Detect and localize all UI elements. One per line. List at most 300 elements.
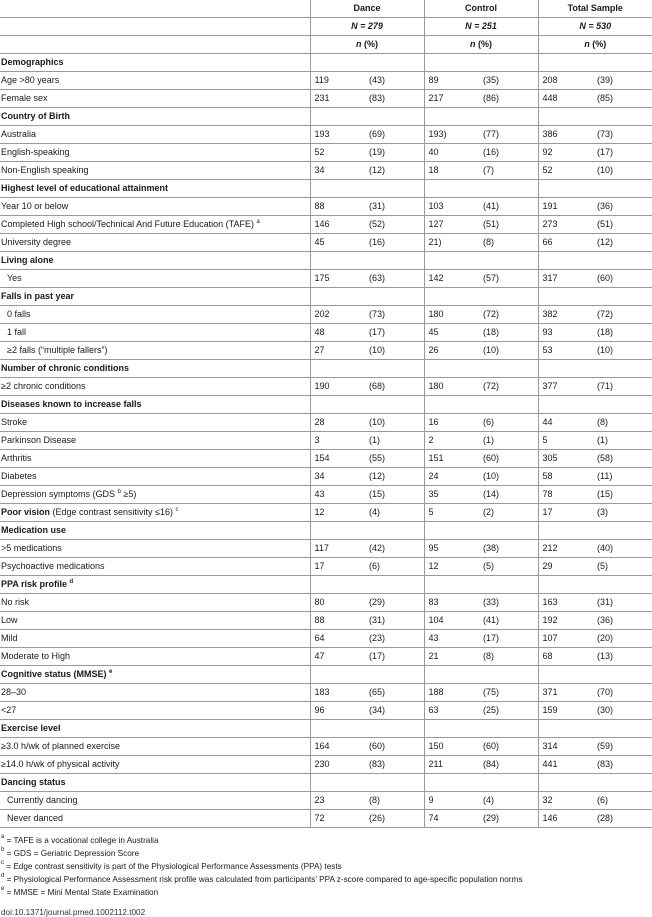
section-heading: [0, 180, 310, 198]
count-cell: 119: [310, 72, 367, 90]
footnote-mark: c: [175, 507, 179, 513]
section-heading: [0, 522, 310, 540]
table-row: [0, 414, 652, 432]
section-heading: [0, 252, 310, 270]
footnote: [1, 860, 652, 873]
percent-cell: (15): [595, 486, 652, 504]
header-n-control: N = 251: [424, 18, 538, 36]
row-label: [0, 504, 310, 522]
row-label: [0, 324, 310, 342]
empty-cell: [538, 774, 595, 792]
count-cell: 377: [538, 378, 595, 396]
count-cell: 32: [538, 792, 595, 810]
percent-cell: (43): [367, 72, 424, 90]
row-label-text: Yes: [7, 273, 22, 283]
empty-cell: [481, 108, 538, 126]
count-cell: 53: [538, 342, 595, 360]
count-cell: 150: [424, 738, 481, 756]
header-total: Total Sample: [538, 0, 652, 18]
percent-cell: (85): [595, 90, 652, 108]
percent-cell: (11): [595, 468, 652, 486]
row-label: [0, 432, 310, 450]
row-label-text: Year 10 or below: [1, 201, 69, 211]
count-cell: 29: [538, 558, 595, 576]
percent-cell: (63): [367, 270, 424, 288]
empty-cell: [595, 774, 652, 792]
percent-cell: (5): [481, 558, 538, 576]
table-row: [0, 738, 652, 756]
empty-cell: [538, 522, 595, 540]
row-label-text: 0 falls: [7, 309, 31, 319]
row-label: [0, 594, 310, 612]
count-cell: 78: [538, 486, 595, 504]
empty-cell: [310, 180, 367, 198]
percent-cell: (83): [367, 90, 424, 108]
footnote-mark: e: [1, 886, 5, 892]
count-cell: 12: [310, 504, 367, 522]
count-cell: 212: [538, 540, 595, 558]
empty-cell: [424, 288, 481, 306]
row-label: [0, 378, 310, 396]
percent-cell: (16): [481, 144, 538, 162]
count-cell: 43: [424, 630, 481, 648]
percent-cell: (10): [481, 468, 538, 486]
section-label: Living alone: [1, 255, 54, 265]
percent-cell: (1): [367, 432, 424, 450]
count-cell: 164: [310, 738, 367, 756]
percent-cell: (41): [481, 612, 538, 630]
percent-cell: (15): [367, 486, 424, 504]
table-row: [0, 432, 652, 450]
empty-cell: [424, 360, 481, 378]
percent-cell: (58): [595, 450, 652, 468]
empty-cell: [424, 576, 481, 594]
table-row: [0, 270, 652, 288]
empty-cell: [481, 396, 538, 414]
count-cell: 16: [424, 414, 481, 432]
row-label-text: University degree: [1, 237, 72, 247]
percent-cell: (51): [595, 216, 652, 234]
empty-cell: [481, 522, 538, 540]
table-row: [0, 540, 652, 558]
row-label: [0, 792, 310, 810]
count-cell: 104: [424, 612, 481, 630]
table-row: [0, 234, 652, 252]
empty-cell: [595, 522, 652, 540]
section-row: [0, 288, 652, 306]
empty-cell: [310, 774, 367, 792]
table-row: [0, 216, 652, 234]
empty-cell: [424, 180, 481, 198]
percent-cell: (41): [481, 198, 538, 216]
table-row: [0, 810, 652, 828]
section-row: [0, 180, 652, 198]
percent-cell: (12): [595, 234, 652, 252]
empty-cell: [367, 54, 424, 72]
count-cell: 34: [310, 162, 367, 180]
empty-cell: [538, 252, 595, 270]
empty-cell: [424, 108, 481, 126]
row-label-text: ≥2 chronic conditions: [1, 381, 86, 391]
header-unit-total: n (%): [538, 36, 652, 54]
count-cell: 188: [424, 684, 481, 702]
section-label: Number of chronic conditions: [1, 363, 130, 373]
empty-cell: [310, 108, 367, 126]
empty-cell: [595, 288, 652, 306]
section-row: [0, 396, 652, 414]
row-label-text: 1 fall: [7, 327, 27, 337]
row-label: [0, 198, 310, 216]
count-cell: 193: [310, 126, 367, 144]
header-blank: [0, 0, 310, 18]
row-label: [0, 234, 310, 252]
row-label: [0, 90, 310, 108]
empty-cell: [595, 180, 652, 198]
footnote-text: = Edge contrast sensitivity is part of the Physiological Performance Assessments (PPA) tests: [4, 862, 342, 871]
empty-cell: [367, 774, 424, 792]
count-cell: 231: [310, 90, 367, 108]
row-label-text: 28–30: [1, 687, 27, 697]
count-cell: 21: [424, 648, 481, 666]
footnote: [1, 834, 652, 847]
count-cell: 63: [424, 702, 481, 720]
count-cell: 314: [538, 738, 595, 756]
table-row: [0, 342, 652, 360]
percent-cell: (73): [595, 126, 652, 144]
count-cell: 371: [538, 684, 595, 702]
percent-cell: (40): [595, 540, 652, 558]
row-label-text: Australia: [1, 129, 37, 139]
count-cell: 43: [310, 486, 367, 504]
percent-cell: (17): [367, 648, 424, 666]
percent-cell: (33): [481, 594, 538, 612]
table-row: [0, 198, 652, 216]
empty-cell: [481, 666, 538, 684]
empty-cell: [481, 576, 538, 594]
percent-cell: (35): [481, 72, 538, 90]
empty-cell: [481, 288, 538, 306]
percent-cell: (72): [481, 306, 538, 324]
table-row: [0, 594, 652, 612]
table-row: [0, 684, 652, 702]
footnote: [1, 873, 652, 886]
row-label: [0, 126, 310, 144]
section-heading: [0, 108, 310, 126]
row-label: [0, 414, 310, 432]
percent-cell: (8): [595, 414, 652, 432]
percent-cell: (60): [595, 270, 652, 288]
count-cell: 317: [538, 270, 595, 288]
row-label: [0, 270, 310, 288]
percent-cell: (5): [595, 558, 652, 576]
count-cell: 151: [424, 450, 481, 468]
section-heading: [0, 666, 310, 684]
count-cell: 27: [310, 342, 367, 360]
empty-cell: [310, 576, 367, 594]
doi-text: doi:10.1371/journal.pmed.1002112.t002: [1, 908, 146, 917]
empty-cell: [538, 666, 595, 684]
footnote: [1, 847, 652, 860]
section-row: [0, 666, 652, 684]
percent-cell: (77): [481, 126, 538, 144]
section-label: Dancing status: [1, 777, 66, 787]
table-row: [0, 612, 652, 630]
section-row: [0, 54, 652, 72]
section-label: PPA risk profile: [1, 579, 68, 589]
count-cell: 146: [310, 216, 367, 234]
count-cell: 154: [310, 450, 367, 468]
row-label-text: Psychoactive medications: [1, 561, 105, 571]
empty-cell: [481, 180, 538, 198]
row-label: [0, 144, 310, 162]
row-label: [0, 558, 310, 576]
empty-cell: [424, 54, 481, 72]
empty-cell: [595, 720, 652, 738]
footnote-mark: b: [117, 489, 121, 495]
count-cell: 180: [424, 378, 481, 396]
percent-cell: (75): [481, 684, 538, 702]
percent-cell: (18): [595, 324, 652, 342]
footnote: [1, 886, 652, 899]
section-label: Country of Birth: [1, 111, 70, 121]
header-n-total: N = 530: [538, 18, 652, 36]
row-label: [0, 342, 310, 360]
percent-cell: (57): [481, 270, 538, 288]
count-cell: 89: [424, 72, 481, 90]
footnotes: [0, 828, 652, 899]
footnote-mark: a: [256, 219, 260, 225]
row-label: [0, 72, 310, 90]
count-cell: 103: [424, 198, 481, 216]
count-cell: 96: [310, 702, 367, 720]
empty-cell: [595, 396, 652, 414]
table-row: [0, 792, 652, 810]
empty-cell: [310, 666, 367, 684]
percent-cell: (10): [481, 342, 538, 360]
empty-cell: [595, 108, 652, 126]
row-label: [0, 648, 310, 666]
row-label: [0, 630, 310, 648]
table-row: [0, 162, 652, 180]
count-cell: 24: [424, 468, 481, 486]
count-cell: 183: [310, 684, 367, 702]
table-row: [0, 90, 652, 108]
percent-cell: (7): [481, 162, 538, 180]
header-blank: [0, 36, 310, 54]
percent-cell: (69): [367, 126, 424, 144]
percent-cell: (31): [367, 198, 424, 216]
count-cell: 208: [538, 72, 595, 90]
percent-cell: (3): [595, 504, 652, 522]
section-heading: [0, 576, 310, 594]
row-label-text: Never danced: [7, 813, 64, 823]
percent-cell: (10): [367, 342, 424, 360]
empty-cell: [367, 360, 424, 378]
row-label-text: Diabetes: [1, 471, 37, 481]
count-cell: 12: [424, 558, 481, 576]
empty-cell: [310, 720, 367, 738]
row-label-text: Non-English speaking: [1, 165, 89, 175]
count-cell: 40: [424, 144, 481, 162]
empty-cell: [481, 360, 538, 378]
count-cell: 64: [310, 630, 367, 648]
percent-cell: (31): [595, 594, 652, 612]
percent-cell: (17): [595, 144, 652, 162]
count-cell: 441: [538, 756, 595, 774]
percent-cell: (13): [595, 648, 652, 666]
empty-cell: [367, 720, 424, 738]
count-cell: 191: [538, 198, 595, 216]
count-cell: 92: [538, 144, 595, 162]
empty-cell: [367, 576, 424, 594]
row-label: [0, 738, 310, 756]
row-label-text: Moderate to High: [1, 651, 71, 661]
count-cell: 83: [424, 594, 481, 612]
empty-cell: [424, 720, 481, 738]
footnote-text: = GDS = Geriatric Depression Score: [4, 849, 140, 858]
percent-cell: (36): [595, 612, 652, 630]
percent-cell: (60): [481, 738, 538, 756]
empty-cell: [595, 360, 652, 378]
percent-cell: (14): [481, 486, 538, 504]
row-label-text: Stroke: [1, 417, 28, 427]
row-label: [0, 684, 310, 702]
footnote-mark: d: [69, 579, 74, 585]
count-cell: 3: [310, 432, 367, 450]
empty-cell: [538, 576, 595, 594]
header-n-row: [0, 18, 652, 36]
percent-cell: (4): [367, 504, 424, 522]
empty-cell: [538, 720, 595, 738]
empty-cell: [310, 54, 367, 72]
empty-cell: [481, 720, 538, 738]
count-cell: 47: [310, 648, 367, 666]
empty-cell: [595, 666, 652, 684]
section-label: Cognitive status (MMSE): [1, 669, 107, 679]
row-label-text: Depression symptoms (GDS: [1, 489, 116, 499]
percent-cell: (12): [367, 468, 424, 486]
percent-cell: (51): [481, 216, 538, 234]
percent-cell: (42): [367, 540, 424, 558]
table-row: [0, 756, 652, 774]
header-control: Control: [424, 0, 538, 18]
section-heading: [0, 288, 310, 306]
percent-cell: (2): [481, 504, 538, 522]
footnote-mark: c: [1, 860, 4, 866]
row-label-text: Low: [1, 615, 18, 625]
count-cell: 202: [310, 306, 367, 324]
count-cell: 68: [538, 648, 595, 666]
footnote-mark: b: [1, 847, 5, 853]
percent-cell: (6): [367, 558, 424, 576]
percent-cell: (71): [595, 378, 652, 396]
count-cell: 23: [310, 792, 367, 810]
table-row: [0, 324, 652, 342]
section-label: Highest level of educational attainment: [1, 183, 169, 193]
percent-cell: (68): [367, 378, 424, 396]
row-label-text: Poor vision: [1, 507, 51, 517]
row-label-text: Parkinson Disease: [1, 435, 77, 445]
empty-cell: [538, 180, 595, 198]
row-label-text: ≥2 falls (“multiple fallers”): [7, 345, 108, 355]
percent-cell: (31): [367, 612, 424, 630]
count-cell: 142: [424, 270, 481, 288]
table-row: [0, 468, 652, 486]
empty-cell: [367, 252, 424, 270]
row-label: [0, 162, 310, 180]
percent-cell: (8): [481, 234, 538, 252]
row-label-text: Mild: [1, 633, 18, 643]
count-cell: 107: [538, 630, 595, 648]
section-row: [0, 522, 652, 540]
count-cell: 273: [538, 216, 595, 234]
table-body: [0, 54, 652, 828]
percent-cell: (84): [481, 756, 538, 774]
percent-cell: (10): [367, 414, 424, 432]
percent-cell: (39): [595, 72, 652, 90]
footnote-text: = TAFE is a vocational college in Australia: [4, 836, 159, 845]
row-label: [0, 612, 310, 630]
section-row: [0, 252, 652, 270]
count-cell: 66: [538, 234, 595, 252]
header-unit-dance: n (%): [310, 36, 424, 54]
count-cell: 159: [538, 702, 595, 720]
section-row: [0, 774, 652, 792]
percent-cell: (83): [595, 756, 652, 774]
header-group-row: [0, 0, 652, 18]
section-label: Falls in past year: [1, 291, 75, 301]
count-cell: 382: [538, 306, 595, 324]
table-row: [0, 72, 652, 90]
empty-cell: [595, 54, 652, 72]
row-label-text: ≥14.0 h/wk of physical activity: [1, 759, 120, 769]
row-label-text: <27: [1, 705, 17, 715]
section-row: [0, 576, 652, 594]
empty-cell: [424, 396, 481, 414]
empty-cell: [538, 396, 595, 414]
row-label-text: >5 medications: [1, 543, 62, 553]
empty-cell: [481, 774, 538, 792]
count-cell: 93: [538, 324, 595, 342]
count-cell: 127: [424, 216, 481, 234]
row-label-text: English-speaking: [1, 147, 70, 157]
row-label: [0, 468, 310, 486]
count-cell: 117: [310, 540, 367, 558]
count-cell: 217: [424, 90, 481, 108]
section-heading: [0, 396, 310, 414]
count-cell: 44: [538, 414, 595, 432]
percent-cell: (20): [595, 630, 652, 648]
header-unit-control: n (%): [424, 36, 538, 54]
percent-cell: (18): [481, 324, 538, 342]
percent-cell: (6): [481, 414, 538, 432]
percent-cell: (83): [367, 756, 424, 774]
footnote-mark: d: [1, 873, 5, 879]
count-cell: 88: [310, 198, 367, 216]
empty-cell: [310, 252, 367, 270]
row-label-suffix: ≥5): [120, 489, 137, 499]
table-row: [0, 630, 652, 648]
table-row: [0, 702, 652, 720]
percent-cell: (52): [367, 216, 424, 234]
header-dance: Dance: [310, 0, 424, 18]
header-unit-row: [0, 36, 652, 54]
count-cell: 5: [538, 432, 595, 450]
table-row: [0, 648, 652, 666]
count-cell: 175: [310, 270, 367, 288]
percent-cell: (1): [481, 432, 538, 450]
empty-cell: [367, 666, 424, 684]
